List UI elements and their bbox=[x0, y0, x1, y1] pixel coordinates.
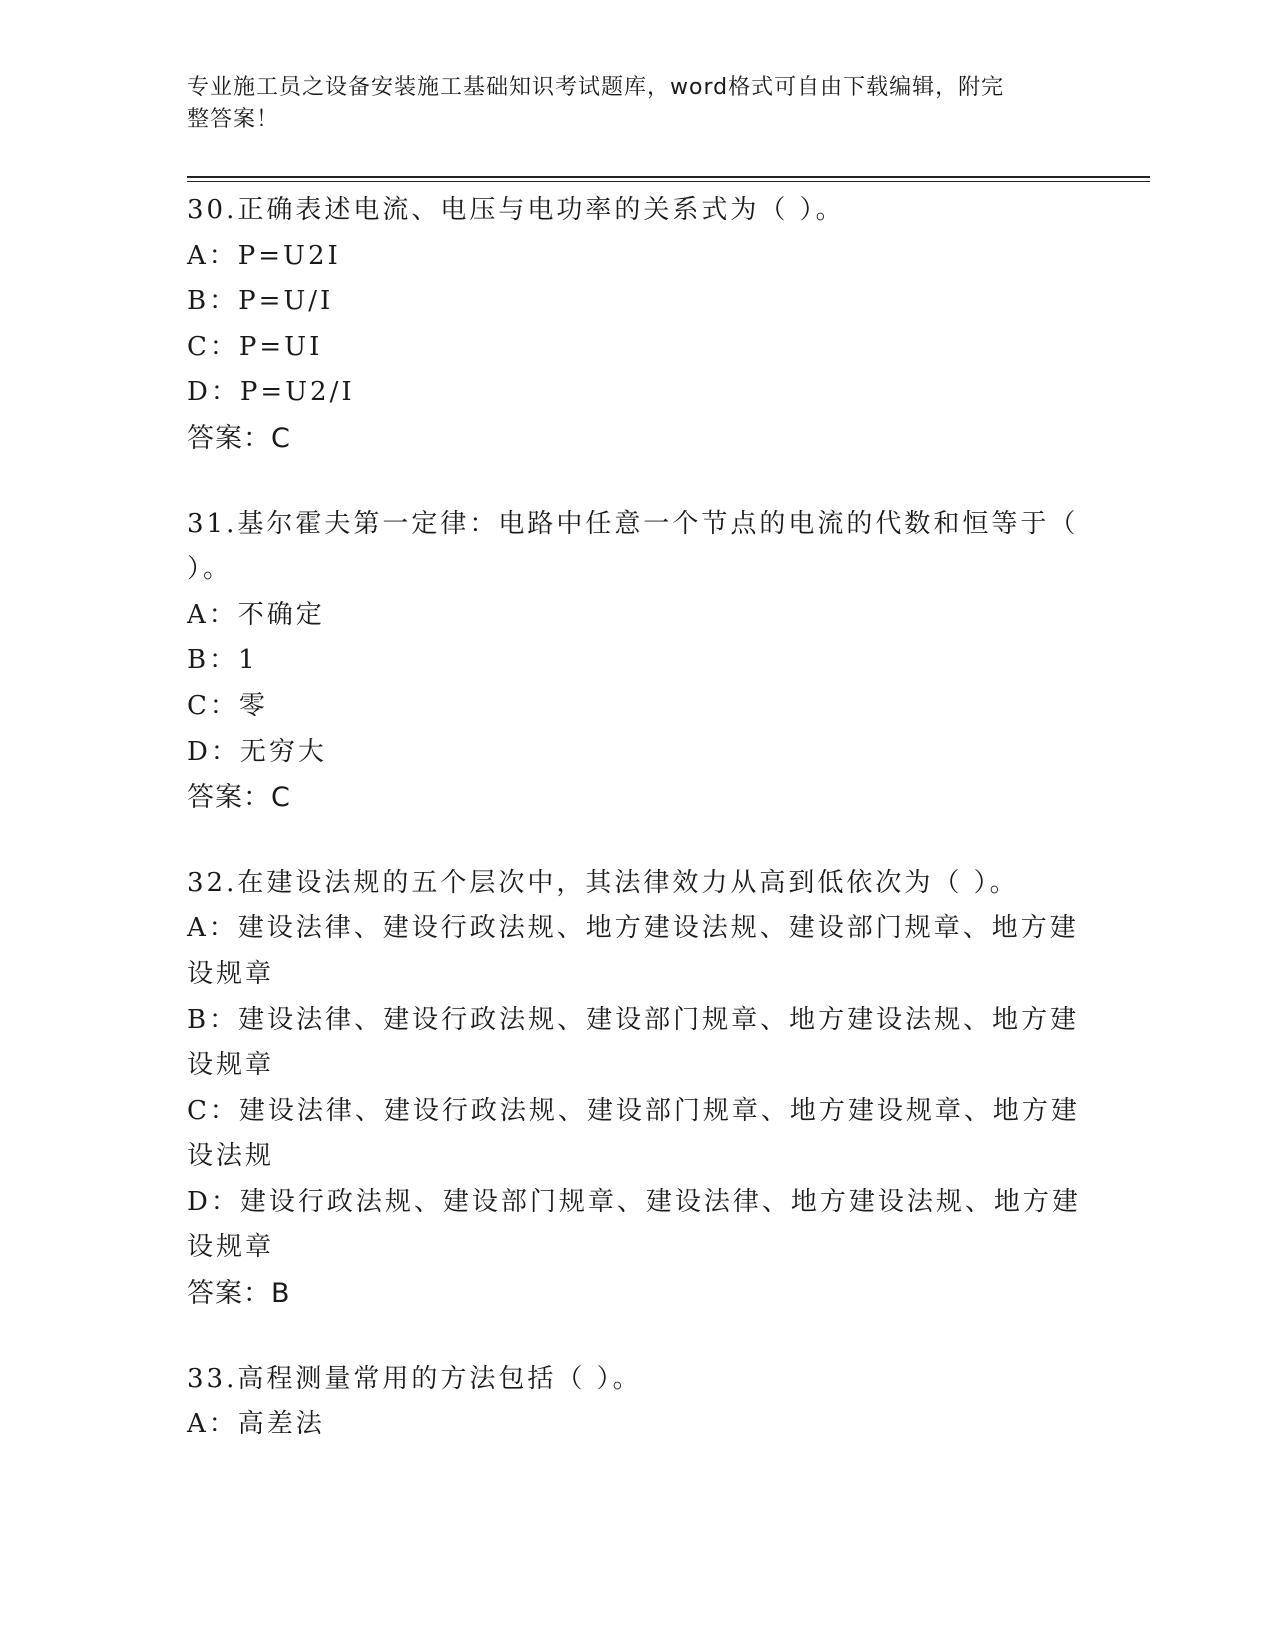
question-stem-continued: ）。 bbox=[187, 554, 233, 585]
option-b-continued: 设规章 bbox=[187, 1050, 275, 1081]
option-b: B：1 bbox=[187, 645, 258, 676]
answer: 答案：B bbox=[187, 1278, 291, 1310]
option-a: A：建设法律、建设行政法规、地方建设法规、建设部门规章、地方建 bbox=[187, 913, 1079, 944]
question-32 bbox=[187, 861, 1087, 1317]
option-b: B：P=U/I bbox=[187, 286, 334, 317]
question-stem: 32.在建设法规的五个层次中，其法律效力从高到低依次为（ ）。 bbox=[187, 867, 1019, 898]
header-divider bbox=[187, 176, 1150, 182]
question-stem: 30.正确表述电流、电压与电功率的关系式为（ ）。 bbox=[187, 195, 845, 225]
option-c: C：零 bbox=[187, 690, 268, 721]
header-line-1: 专业施工员之设备安装施工基础知识考试题库，word格式可自由下载编辑，附完 bbox=[187, 75, 1005, 100]
option-a-continued: 设规章 bbox=[187, 958, 275, 989]
option-d: D：无穷大 bbox=[187, 736, 327, 767]
question-33 bbox=[187, 1357, 1087, 1448]
option-d: D：建设行政法规、建设部门规章、建设法律、地方建设法规、地方建 bbox=[187, 1186, 1081, 1217]
option-c-continued: 设法规 bbox=[187, 1141, 275, 1172]
option-c: C：建设法律、建设行政法规、建设部门规章、地方建设规章、地方建 bbox=[187, 1095, 1080, 1126]
question-30 bbox=[187, 188, 1087, 462]
header-line-2: 整答案！ bbox=[187, 107, 280, 132]
document-header bbox=[187, 72, 1067, 136]
option-c: C：P=UI bbox=[187, 331, 323, 362]
question-stem: 33.高程测量常用的方法包括（ ）。 bbox=[187, 1363, 642, 1394]
option-a: A：P=U2I bbox=[187, 240, 341, 271]
option-a: A：高差法 bbox=[187, 1409, 325, 1440]
question-31 bbox=[187, 502, 1087, 821]
answer: 答案：C bbox=[187, 782, 291, 814]
question-list bbox=[187, 188, 1087, 1488]
option-d-continued: 设规章 bbox=[187, 1232, 275, 1263]
option-a: A：不确定 bbox=[187, 599, 325, 630]
question-stem: 31.基尔霍夫第一定律：电路中任意一个节点的电流的代数和恒等于（ bbox=[187, 508, 1079, 539]
option-b: B：建设法律、建设行政法规、建设部门规章、地方建设法规、地方建 bbox=[187, 1004, 1080, 1035]
answer: 答案：C bbox=[187, 422, 291, 454]
option-d: D：P=U2/I bbox=[187, 377, 355, 408]
